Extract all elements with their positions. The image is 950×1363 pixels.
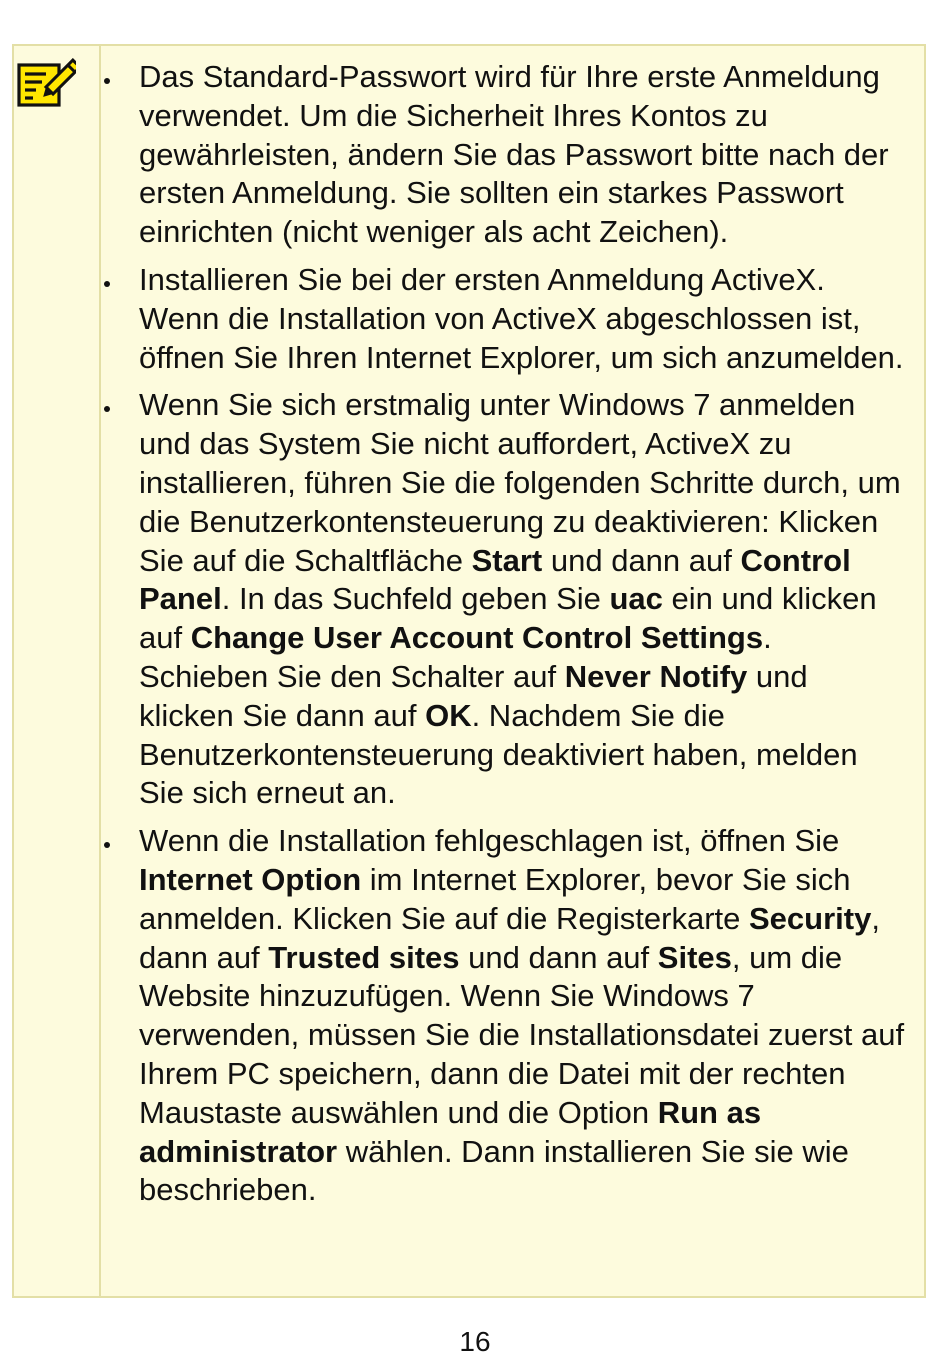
bold-term: Start — [471, 542, 543, 578]
note-bullet-item — [101, 822, 906, 1210]
note-text-column — [101, 46, 924, 1296]
text-run: Wenn Sie sich erstmalig unter Windows 7 anmelden und das System Sie nicht auffordert, ActiveX zu installieren, führen Sie die folgenden Schritte durch, um die Benutzerkontensteuerung zu deaktivieren: Klicken Sie auf die Schaltfläche — [139, 387, 901, 578]
bold-term: Trusted sites — [268, 939, 460, 975]
text-run: Wenn die Installation fehlgeschlagen ist, öffnen Sie — [139, 823, 840, 859]
note-box — [12, 44, 926, 1298]
note-icon-column — [14, 46, 101, 1296]
bold-term: Run as administrator — [139, 1094, 762, 1169]
text-run: . In das Suchfeld geben Sie — [221, 581, 610, 617]
note-bullet-item — [101, 386, 906, 813]
text-run: im Internet Explorer, bevor Sie sich anmelden. Klicken Sie auf die Registerkarte — [139, 861, 851, 936]
note-bullet-item — [101, 261, 906, 377]
note-bullet-item — [101, 58, 906, 252]
text-run: . Nachdem Sie die Benutzerkontensteuerung deaktiviert haben, melden Sie sich erneut an. — [139, 697, 858, 811]
text-run: . Schieben Sie den Schalter auf — [139, 620, 772, 694]
bold-term: Sites — [657, 939, 732, 975]
bold-term: Control Panel — [139, 542, 851, 617]
note-bullet-list — [101, 58, 906, 1210]
text-run: ein und klicken auf — [139, 581, 877, 656]
bold-term: OK — [425, 697, 472, 733]
bold-term: Internet Option — [139, 861, 362, 897]
text-run: Installieren Sie bei der ersten Anmeldung ActiveX. Wenn die Installation von ActiveX abgeschlossen ist, öffnen Sie Ihren Internet Explorer, um sich anzumelden. — [139, 261, 904, 375]
note-pencil-icon — [16, 58, 76, 110]
text-run: Das Standard-Passwort wird für Ihre erste Anmeldung verwendet. Um die Sicherheit Ihres Kontos zu gewährleisten, ändern Sie das Passwort bitte nach der ersten Anmeldung. Sie sollten ein starkes Passwort einrichten (nicht weniger als acht Zeichen). — [139, 59, 889, 250]
text-run: und dann auf — [459, 939, 658, 975]
bold-term: Never Notify — [564, 658, 748, 694]
text-run: , um die Website hinzuzufügen. Wenn Sie Windows 7 verwenden, müssen Sie die Installationsdatei zuerst auf Ihrem PC speichern, dann die Datei mit der rechten Maustaste auswählen und die Option — [139, 939, 905, 1130]
text-run: und klicken Sie dann auf — [139, 658, 808, 733]
bold-term: Change User Account Control Settings — [190, 620, 764, 656]
text-run: , dann auf — [139, 900, 880, 975]
text-run: wählen. Dann installieren Sie sie wie beschrieben. — [139, 1133, 849, 1208]
text-run: und dann auf — [542, 542, 741, 578]
page-number: 16 — [459, 1326, 491, 1357]
bold-term: uac — [609, 581, 663, 617]
bold-term: Security — [749, 900, 872, 936]
